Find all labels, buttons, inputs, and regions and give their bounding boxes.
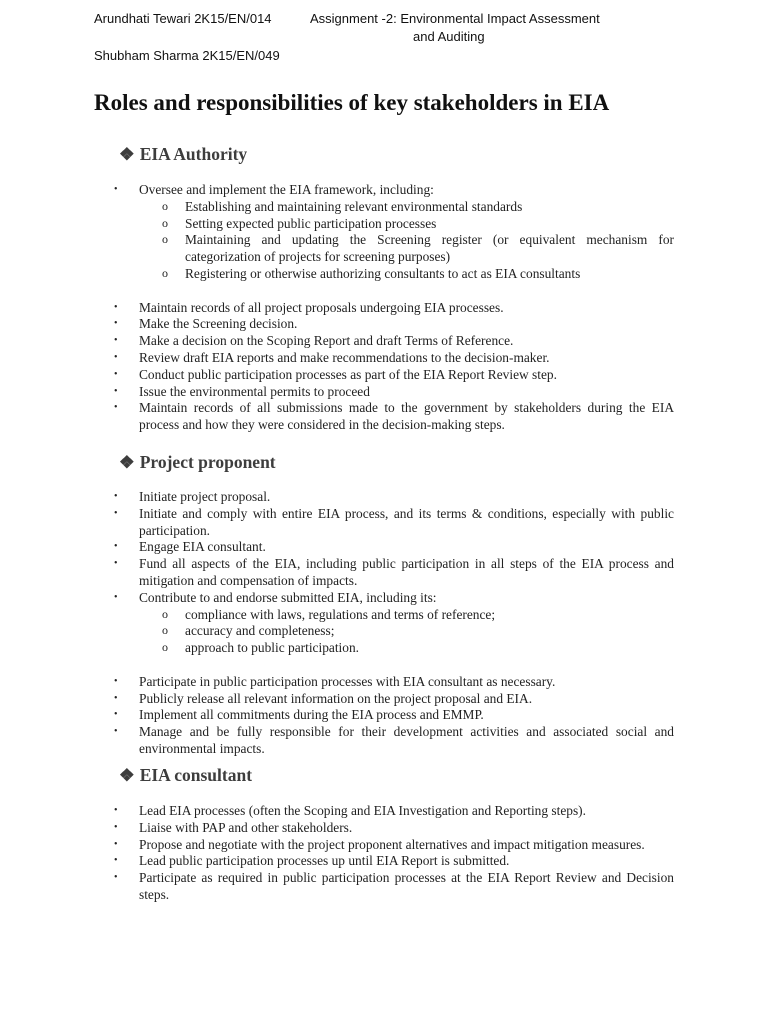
section-heading-text: Project proponent xyxy=(139,452,276,472)
section-heading-project-proponent xyxy=(119,451,276,473)
section-heading-text: EIA consultant xyxy=(139,765,253,785)
list-item xyxy=(0,820,768,837)
list-item-text: Liaise with PAP and other stakeholders. xyxy=(139,819,353,835)
spacer xyxy=(0,283,768,300)
diamond-bullet-icon: ❖ xyxy=(119,452,135,472)
circle-bullet-icon: o xyxy=(162,623,168,638)
bullet-icon: • xyxy=(114,709,118,721)
bullet-icon: • xyxy=(114,385,118,397)
list-item xyxy=(0,182,768,283)
circle-bullet-icon: o xyxy=(162,198,168,213)
bullet-icon: • xyxy=(114,301,118,313)
list-item-text: Contribute to and endorse submitted EIA, including its: xyxy=(139,589,437,605)
list-item-text: Maintain records of all project proposals undergoing EIA processes. xyxy=(139,299,504,315)
list-item xyxy=(0,300,768,317)
sub-list-item xyxy=(139,216,674,233)
section-heading-eia-consultant xyxy=(119,764,252,786)
list-item-text: Engage EIA consultant. xyxy=(139,539,266,555)
bullet-icon: • xyxy=(114,726,118,738)
assignment-title-line-1: Assignment -2: Environmental Impact Assessment xyxy=(310,11,600,26)
sub-list-item-text: Registering or otherwise authorizing consultants to act as EIA consultants xyxy=(185,265,581,281)
diamond-bullet-icon: ❖ xyxy=(119,765,135,785)
bullet-icon: • xyxy=(114,491,118,502)
list-item xyxy=(0,506,768,540)
sub-list-item xyxy=(139,640,674,657)
list-item-text: Initiate and comply with entire EIA process, and its terms & conditions, especially with public participation. xyxy=(139,505,674,538)
list-item-text: Implement all commitments during the EIA process and EMMP. xyxy=(139,707,484,723)
bullet-icon: • xyxy=(114,591,118,603)
list-item xyxy=(0,691,768,708)
section-heading-eia-authority xyxy=(119,143,247,165)
bullet-icon: • xyxy=(114,507,118,519)
bullet-icon: • xyxy=(114,368,118,380)
list-item-text: Maintain records of all submissions made to the government by stakeholders during the EIA process and how they were considered in the decision-making steps. xyxy=(139,400,674,433)
list-item xyxy=(0,384,768,401)
author-1: Arundhati Tewari 2K15/EN/014 xyxy=(94,11,272,26)
list-item xyxy=(0,316,768,333)
list-item xyxy=(0,707,768,724)
circle-bullet-icon: o xyxy=(162,265,168,280)
list-item xyxy=(0,539,768,556)
diamond-bullet-icon: ❖ xyxy=(119,144,135,164)
sub-list-item xyxy=(139,232,674,266)
bullet-icon: • xyxy=(114,675,118,687)
list-item-text: Fund all aspects of the EIA, including public participation in all steps of the EIA process and mitigation and compensation of impacts. xyxy=(139,556,674,588)
list-item-text: Initiate project proposal. xyxy=(139,489,271,504)
list-item xyxy=(0,837,768,854)
eia-authority-list xyxy=(0,182,768,434)
assignment-title-line-2: and Auditing xyxy=(413,29,485,44)
bullet-icon: • xyxy=(114,838,118,850)
project-proponent-list xyxy=(0,489,768,758)
sub-list-item xyxy=(139,607,674,624)
bullet-icon: • xyxy=(114,558,118,570)
list-item-text: Issue the environmental permits to proceed xyxy=(139,383,370,399)
list-item-text: Lead public participation processes up until EIA Report is submitted. xyxy=(139,853,510,869)
bullet-icon: • xyxy=(114,541,118,553)
list-item xyxy=(0,367,768,384)
bullet-icon: • xyxy=(114,335,118,347)
eia-authority-sublist xyxy=(139,199,674,283)
sub-list-item-text: compliance with laws, regulations and terms of reference; xyxy=(185,606,496,622)
bullet-icon: • xyxy=(114,402,118,414)
list-item xyxy=(0,590,768,657)
list-item-text: Make the Screening decision. xyxy=(139,316,298,332)
list-item-text: Lead EIA processes (often the Scoping and EIA Investigation and Reporting steps). xyxy=(139,803,586,818)
list-item-text: Manage and be fully responsible for their development activities and associated social and environmental impacts. xyxy=(139,724,674,756)
list-item xyxy=(0,489,768,506)
circle-bullet-icon: o xyxy=(162,640,168,655)
sub-list-item-text: accuracy and completeness; xyxy=(185,623,335,639)
bullet-icon: • xyxy=(114,872,118,884)
project-proponent-sublist xyxy=(139,607,674,657)
list-item-text: Oversee and implement the EIA framework, including: xyxy=(139,182,434,197)
list-item xyxy=(0,350,768,367)
page-title: Roles and responsibilities of key stakeholders in EIA xyxy=(94,90,610,115)
list-item-text: Review draft EIA reports and make recommendations to the decision-maker. xyxy=(139,349,550,365)
sub-list-item-text: Establishing and maintaining relevant environmental standards xyxy=(185,198,523,214)
list-item-text: Propose and negotiate with the project proponent alternatives and impact mitigation measures. xyxy=(139,836,645,852)
eia-consultant-list xyxy=(0,803,768,904)
list-item xyxy=(0,674,768,691)
sub-list-item xyxy=(139,623,674,640)
bullet-icon: • xyxy=(114,805,118,816)
bullet-icon: • xyxy=(114,318,118,330)
list-item xyxy=(0,853,768,870)
sub-list-item-text: Setting expected public participation processes xyxy=(185,215,437,231)
circle-bullet-icon: o xyxy=(162,606,168,621)
circle-bullet-icon: o xyxy=(162,232,168,247)
sub-list-item-text: approach to public participation. xyxy=(185,640,360,656)
sub-list-item-text: Maintaining and updating the Screening register (or equivalent mechanism for categorization of projects for screening purposes) xyxy=(185,232,674,265)
list-item xyxy=(0,803,768,820)
bullet-icon: • xyxy=(114,855,118,867)
bullet-icon: • xyxy=(114,821,118,833)
list-item-text: Conduct public participation processes as part of the EIA Report Review step. xyxy=(139,366,557,382)
list-item xyxy=(0,870,768,904)
bullet-icon: • xyxy=(114,351,118,363)
sub-list-item xyxy=(139,266,674,283)
circle-bullet-icon: o xyxy=(162,215,168,230)
sub-list-item xyxy=(139,199,674,216)
section-heading-text: EIA Authority xyxy=(139,144,248,164)
list-item xyxy=(0,724,768,758)
list-item-text: Make a decision on the Scoping Report and draft Terms of Reference. xyxy=(139,333,514,349)
bullet-icon: • xyxy=(114,692,118,704)
spacer xyxy=(0,657,768,674)
author-2: Shubham Sharma 2K15/EN/049 xyxy=(94,48,280,63)
list-item xyxy=(0,556,768,590)
list-item xyxy=(0,400,768,434)
list-item-text: Participate in public participation processes with EIA consultant as necessary. xyxy=(139,673,556,689)
bullet-icon: • xyxy=(114,184,118,195)
list-item xyxy=(0,333,768,350)
list-item-text: Participate as required in public participation processes at the EIA Report Review and Decision steps. xyxy=(139,870,674,902)
list-item-text: Publicly release all relevant information on the project proposal and EIA. xyxy=(139,690,533,706)
